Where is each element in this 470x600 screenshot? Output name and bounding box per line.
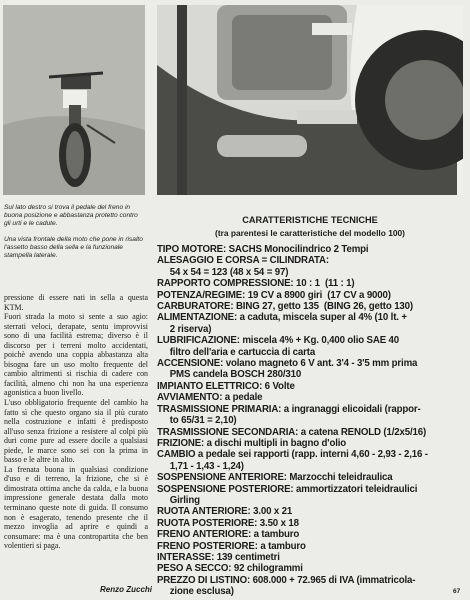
spec-line: AVVIAMENTO: a pedale bbox=[157, 392, 263, 404]
spec-line: zione esclusa) bbox=[157, 586, 234, 598]
spec-line: PREZZO DI LISTINO: 608.000 + 72.965 di IVA (immatricola- bbox=[157, 574, 416, 586]
article-paragraph: Fuori strada la moto si sente a suo agio: sterrati veloci, derapate, sentu improvvisi sono di una facilità estrema; diverso è il discorso per i terreni molto accidentati, poichè avendo una coppia abbastanza alta bisogna fare un uso molto frequente del cambio altrimenti si rischia di cadere con facilità, almeno chi non ha una esperienza agonistica a buon livello. bbox=[4, 312, 148, 398]
article-paragraph: L'uso obbligatorio frequente del cambio ha fatto sì che questo organo sia il più curato nella costruzione e infatti è predisposto all'uso senza frizione a resistere al colpi più duri come pure ad essere docile a qualsiasi piede, le marce sono sei con la prima in basso e le altre in alto. bbox=[4, 398, 148, 465]
spec-line: FRENO POSTERIORE: a tamburo bbox=[157, 540, 306, 552]
spec-line: TIPO MOTORE: SACHS Monocilindrico 2 Tempi bbox=[157, 244, 369, 255]
spec-line: FRENO ANTERIORE: a tamburo bbox=[157, 529, 300, 541]
motorcycle-front-photo bbox=[3, 5, 145, 195]
spec-line: INTERASSE: 139 centimetri bbox=[157, 551, 280, 563]
spec-line: IMPIANTO ELETTRICO: 6 Volte bbox=[157, 380, 295, 392]
spec-line: to 65/31 = 2,10) bbox=[157, 415, 237, 427]
article-author: Renzo Zucchi bbox=[100, 585, 153, 594]
spec-line: ALESAGGIO E CORSA = CILINDRATA: bbox=[157, 255, 329, 267]
spec-line: RUOTA POSTERIORE: 3.50 x 18 bbox=[157, 517, 299, 529]
page-number: 67 bbox=[453, 588, 461, 595]
spec-line: RUOTA ANTERIORE: 3.00 x 21 bbox=[157, 506, 293, 518]
spec-line: PMS candela BOSCH 280/310 bbox=[157, 369, 302, 381]
spec-line: filtro dell'aria e cartuccia di carta bbox=[157, 346, 316, 358]
spec-line: SOSPENSIONE POSTERIORE: ammortizzatori teleidraulici bbox=[157, 483, 418, 495]
spec-line: 1,71 - 1,43 - 1,24) bbox=[157, 460, 244, 472]
spec-line: PESO A SECCO: 92 chilogrammi bbox=[157, 563, 303, 575]
spec-line: LUBRIFICAZIONE: miscela 4% + Kg. 0,400 olio SAE 40 bbox=[157, 335, 400, 347]
article-body bbox=[4, 293, 148, 551]
article-paragraph: La frenata buona in qualsiasi condizione d'uso e di terreno, la frizione, che si è dimostrata ottima anche da calda, e la buona impressione generale destata dalla moto terminano queste note di guida. Il consumo non è esagerato, tenendo presente che il mezzo invoglia ad aprire e quindi a consumare: ma è una contropartita che ben volentieri si paga. bbox=[4, 464, 148, 551]
motorcycle-front-illustration bbox=[3, 5, 145, 195]
spec-line: RAPPORTO COMPRESSIONE: 10 : 1 (11 : 1) bbox=[157, 278, 355, 290]
photo-caption-brake: Sul lato destro si trova il pedale del freno in buona posizione e abbastanza protetto contro gli urti e le cadute. bbox=[4, 204, 138, 227]
spec-line: FRIZIONE: a dischi multipli in bagno d'olio bbox=[157, 437, 347, 449]
spec-line: ACCENSIONE: volano magneto 6 V ant. 3'4 - 3'5 mm prima bbox=[157, 358, 418, 370]
spec-line: 2 riserva) bbox=[157, 323, 212, 335]
spec-line: POTENZA/REGIME: 19 CV a 8900 giri (17 CV a 9000) bbox=[157, 289, 391, 301]
spec-line: 54 x 54 = 123 (48 x 54 = 97) bbox=[157, 266, 289, 278]
spec-line: ALIMENTAZIONE: a caduta, miscela super al 4% (10 lt. + bbox=[157, 312, 407, 324]
spec-line: TRASMISSIONE PRIMARIA: a ingranaggi elicoidali (rappor- bbox=[157, 403, 421, 415]
spec-line: CARBURATORE: BING 27, getto 135 (BING 26, getto 130) bbox=[157, 301, 413, 313]
brake-pedal-illustration bbox=[157, 5, 463, 195]
specs-list bbox=[157, 244, 462, 598]
brake-pedal-closeup-photo bbox=[157, 5, 463, 195]
specs-subtitle: (tra parentesi le caratteristiche del modello 100) bbox=[215, 228, 405, 238]
article-paragraph: pressione di essere nati in sella a questa KTM. bbox=[4, 293, 148, 312]
spec-line: Girling bbox=[157, 494, 200, 506]
spec-line: TRASMISSIONE SECONDARIA: a catena RENOLD (1/2x5/16) bbox=[157, 426, 427, 438]
spec-line: SOSPENSIONE ANTERIORE: Marzocchi teleidraulica bbox=[157, 472, 393, 484]
spec-line: CAMBIO a pedale sei rapporti (rapp. interni 4,60 - 2,93 - 2,16 - bbox=[157, 449, 428, 461]
photo-caption-front: Una vista frontale della moto che pone in risalto l'assetto basso della sella e la funzionale stampella laterale. bbox=[4, 236, 143, 259]
specs-title: CARATTERISTICHE TECNICHE bbox=[242, 215, 378, 225]
